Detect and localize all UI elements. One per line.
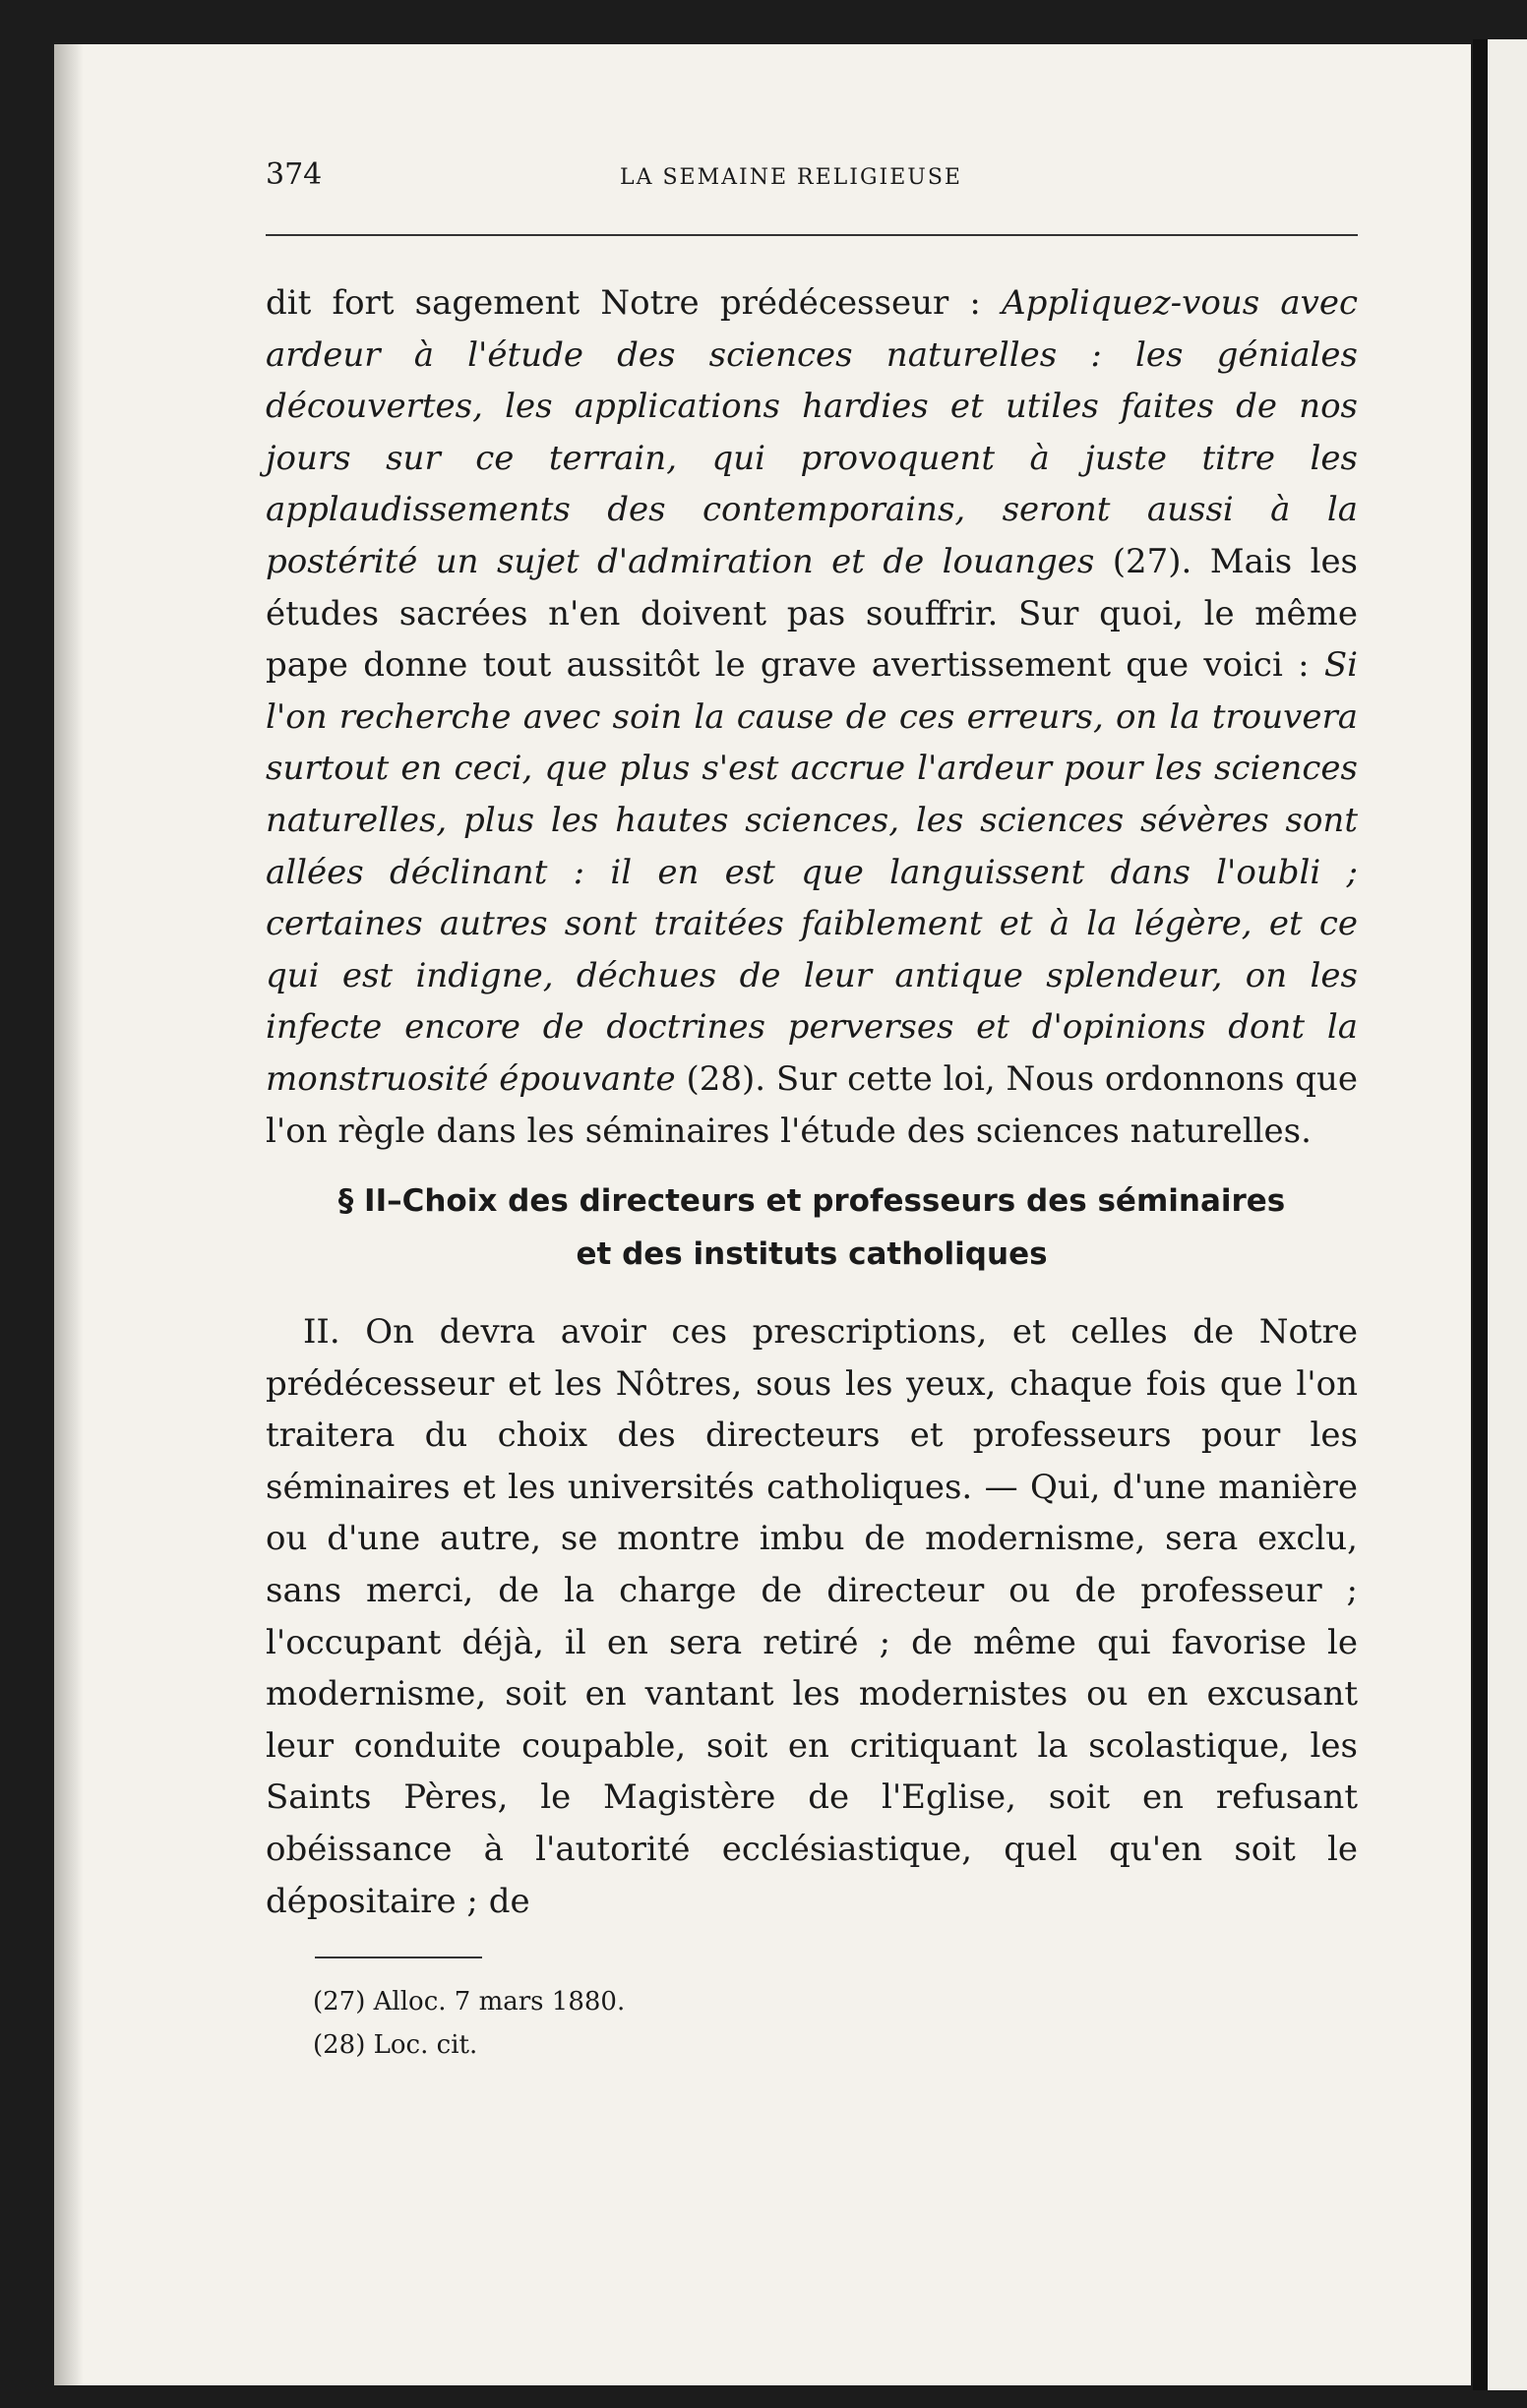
header-rule [266,234,1358,236]
quote-loc-cit: Si l'on recherche avec soin la cause de ces erreurs, on la trouvera surtout en ceci, que plus s'est accrue l'ardeur pour les sciences naturelles, plus les hautes sciences, les sciences sévères sont allées déclinant : il en est que languissent dans l'oubli ; certaines autres sont traitées faiblement et à la légère, et ce qui est indigne, déchues de leur antique splendeur, on les infecte encore de doctrines perverses et d'opinions dont la monstruosité épouvante [266,645,1358,1099]
binding-shadow [54,44,84,2385]
paragraph-natural-sciences [266,277,1358,1157]
running-title: LA SEMAINE RELIGIEUSE [620,165,962,190]
running-header [266,157,1358,216]
page-number: 374 [266,157,323,192]
footnote-28: (28) Loc. cit. [313,2030,478,2061]
section-heading-line-1: § II–Choix des directeurs et professeurs des séminaires [337,1183,1286,1220]
adjacent-page-edge [1488,39,1527,2390]
page-content [266,157,1358,2067]
section-heading-line-2: et des instituts catholiques [576,1236,1048,1273]
footnote-27: (27) Alloc. 7 mars 1880. [313,1987,626,2017]
paragraph-lead: dit fort sagement Notre prédécesseur : [266,283,1003,323]
paragraph-tail: (28). Sur cette loi, Nous ordonnons que l'on règle dans les séminaires l'étude des sciences naturelles. [266,1058,1359,1151]
footnote-rule [315,1956,482,1958]
page-gutter [1473,39,1488,2390]
paragraph-middle: (27). Mais les études sacrées n'en doivent pas souffrir. Sur quoi, le même pape donne tout aussitôt le grave avertissement que voici : [266,541,1359,686]
quote-alloc-1880: Appliquez-vous avec ardeur à l'étude des sciences naturelles : les géniales découvertes, les applications hardies et utiles faites de nos jours sur ce terrain, qui provoquent à juste titre les applaudissements des contemporains, seront aussi à la postérité un sujet d'admiration et de louanges [266,283,1358,581]
section-heading [266,1174,1358,1281]
paragraph-directors-choice: II. On devra avoir ces prescriptions, et celles de Notre prédécesseur et les Nôtres, sous les yeux, chaque fois que l'on traitera du choix des directeurs et professeurs pour les séminaires et les universités catholiques. — Qui, d'une manière ou d'une autre, se montre imbu de modernisme, sera exclu, sans merci, de la charge de directeur ou de professeur ; l'occupant déjà, il en sera retiré ; de même qui favorise le modernisme, soit en vantant les modernistes ou en excusant leur conduite coupable, soit en critiquant la scolastique, les Saints Pères, le Magistère de l'Eglise, soit en refusant obéissance à l'autorité ecclésiastique, quel qu'en soit le dépositaire ; de [266,1312,1358,1921]
